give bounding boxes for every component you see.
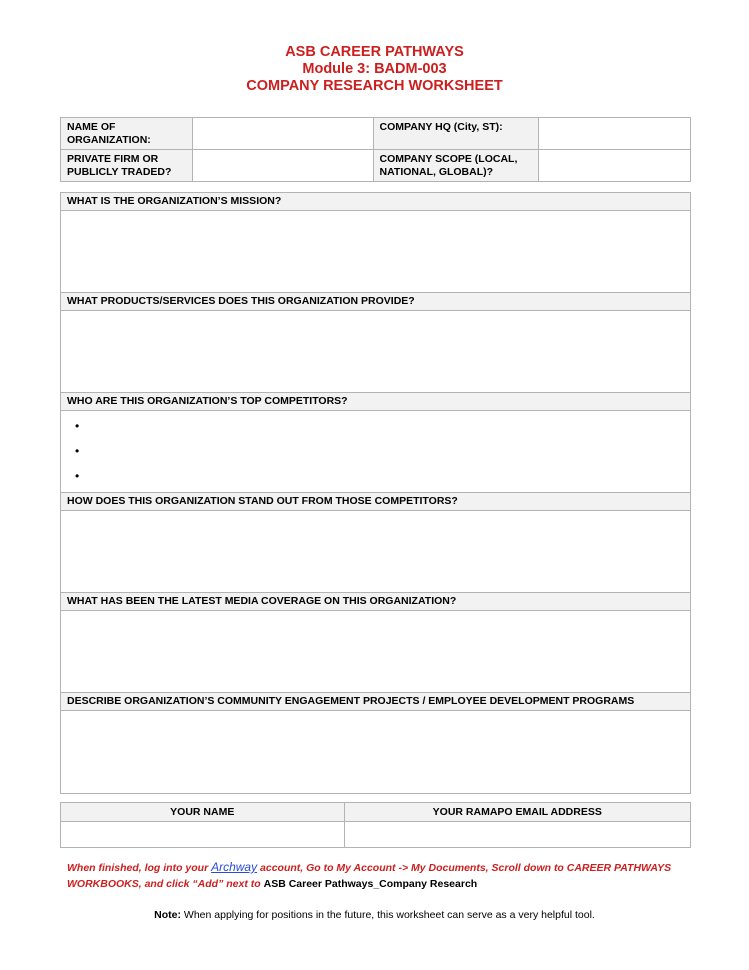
module-title: Module 3: BADM-003 xyxy=(302,61,447,77)
competitors-bullet-list xyxy=(61,411,690,495)
competitors-answer-field[interactable] xyxy=(61,411,690,493)
instructions-text-1: When finished, log into your xyxy=(67,862,212,874)
media-coverage-question: WHAT HAS BEEN THE LATEST MEDIA COVERAGE ON THIS ORGANIZATION? xyxy=(61,593,690,611)
email-label: YOUR RAMAPO EMAIL ADDRESS xyxy=(344,803,690,822)
submission-instructions xyxy=(67,860,687,892)
community-engagement-question: DESCRIBE ORGANIZATION’S COMMUNITY ENGAGEMENT PROJECTS / EMPLOYEE DEVELOPMENT PROGRAMS xyxy=(61,693,690,711)
firm-type-label: PRIVATE FIRM OR PUBLICLY TRADED? xyxy=(61,150,193,182)
archway-link[interactable]: Archway xyxy=(211,860,258,874)
competitors-question: WHO ARE THIS ORGANIZATION’S TOP COMPETITORS? xyxy=(61,393,690,411)
your-name-label: YOUR NAME xyxy=(61,803,345,822)
program-title: ASB CAREER PATHWAYS xyxy=(285,44,464,60)
stand-out-question: HOW DOES THIS ORGANIZATION STAND OUT FROM THOSE COMPETITORS? xyxy=(61,493,690,511)
bullet-item[interactable] xyxy=(75,420,690,445)
company-scope-label: COMPANY SCOPE (LOCAL, NATIONAL, GLOBAL)? xyxy=(373,150,539,182)
footer-note xyxy=(0,909,749,921)
note-text: When applying for positions in the future, this worksheet can serve as a very helpful tool. xyxy=(181,909,595,921)
company-hq-label: COMPANY HQ (City, ST): xyxy=(373,118,539,150)
instructions-text-2: account, Go to My Account -> My Documents, Scroll down to CAREER PATHWAYS WORKBOOKS, and click “Add” next to xyxy=(67,862,672,890)
company-scope-field[interactable] xyxy=(539,150,691,182)
document-name: ASB Career Pathways_Company Research xyxy=(263,877,478,890)
worksheet-title: COMPANY RESEARCH WORKSHEET xyxy=(246,78,503,94)
your-name-field[interactable] xyxy=(61,822,345,848)
bullet-item[interactable] xyxy=(75,445,690,470)
organization-name-field[interactable] xyxy=(192,118,373,150)
research-questions xyxy=(60,192,691,794)
organization-name-label: NAME OF ORGANIZATION: xyxy=(61,118,193,150)
products-answer-field[interactable] xyxy=(61,311,690,393)
community-engagement-answer-field[interactable] xyxy=(61,711,690,793)
products-question: WHAT PRODUCTS/SERVICES DOES THIS ORGANIZATION PROVIDE? xyxy=(61,293,690,311)
mission-answer-field[interactable] xyxy=(61,211,690,293)
bullet-item[interactable] xyxy=(75,470,690,495)
student-info-table xyxy=(60,802,691,848)
note-label: Note: xyxy=(154,909,182,921)
organization-info-table xyxy=(60,117,691,182)
worksheet-header xyxy=(0,44,749,95)
email-field[interactable] xyxy=(344,822,690,848)
stand-out-answer-field[interactable] xyxy=(61,511,690,593)
mission-question: WHAT IS THE ORGANIZATION’S MISSION? xyxy=(61,193,690,211)
company-hq-field[interactable] xyxy=(539,118,691,150)
media-coverage-answer-field[interactable] xyxy=(61,611,690,693)
firm-type-field[interactable] xyxy=(192,150,373,182)
